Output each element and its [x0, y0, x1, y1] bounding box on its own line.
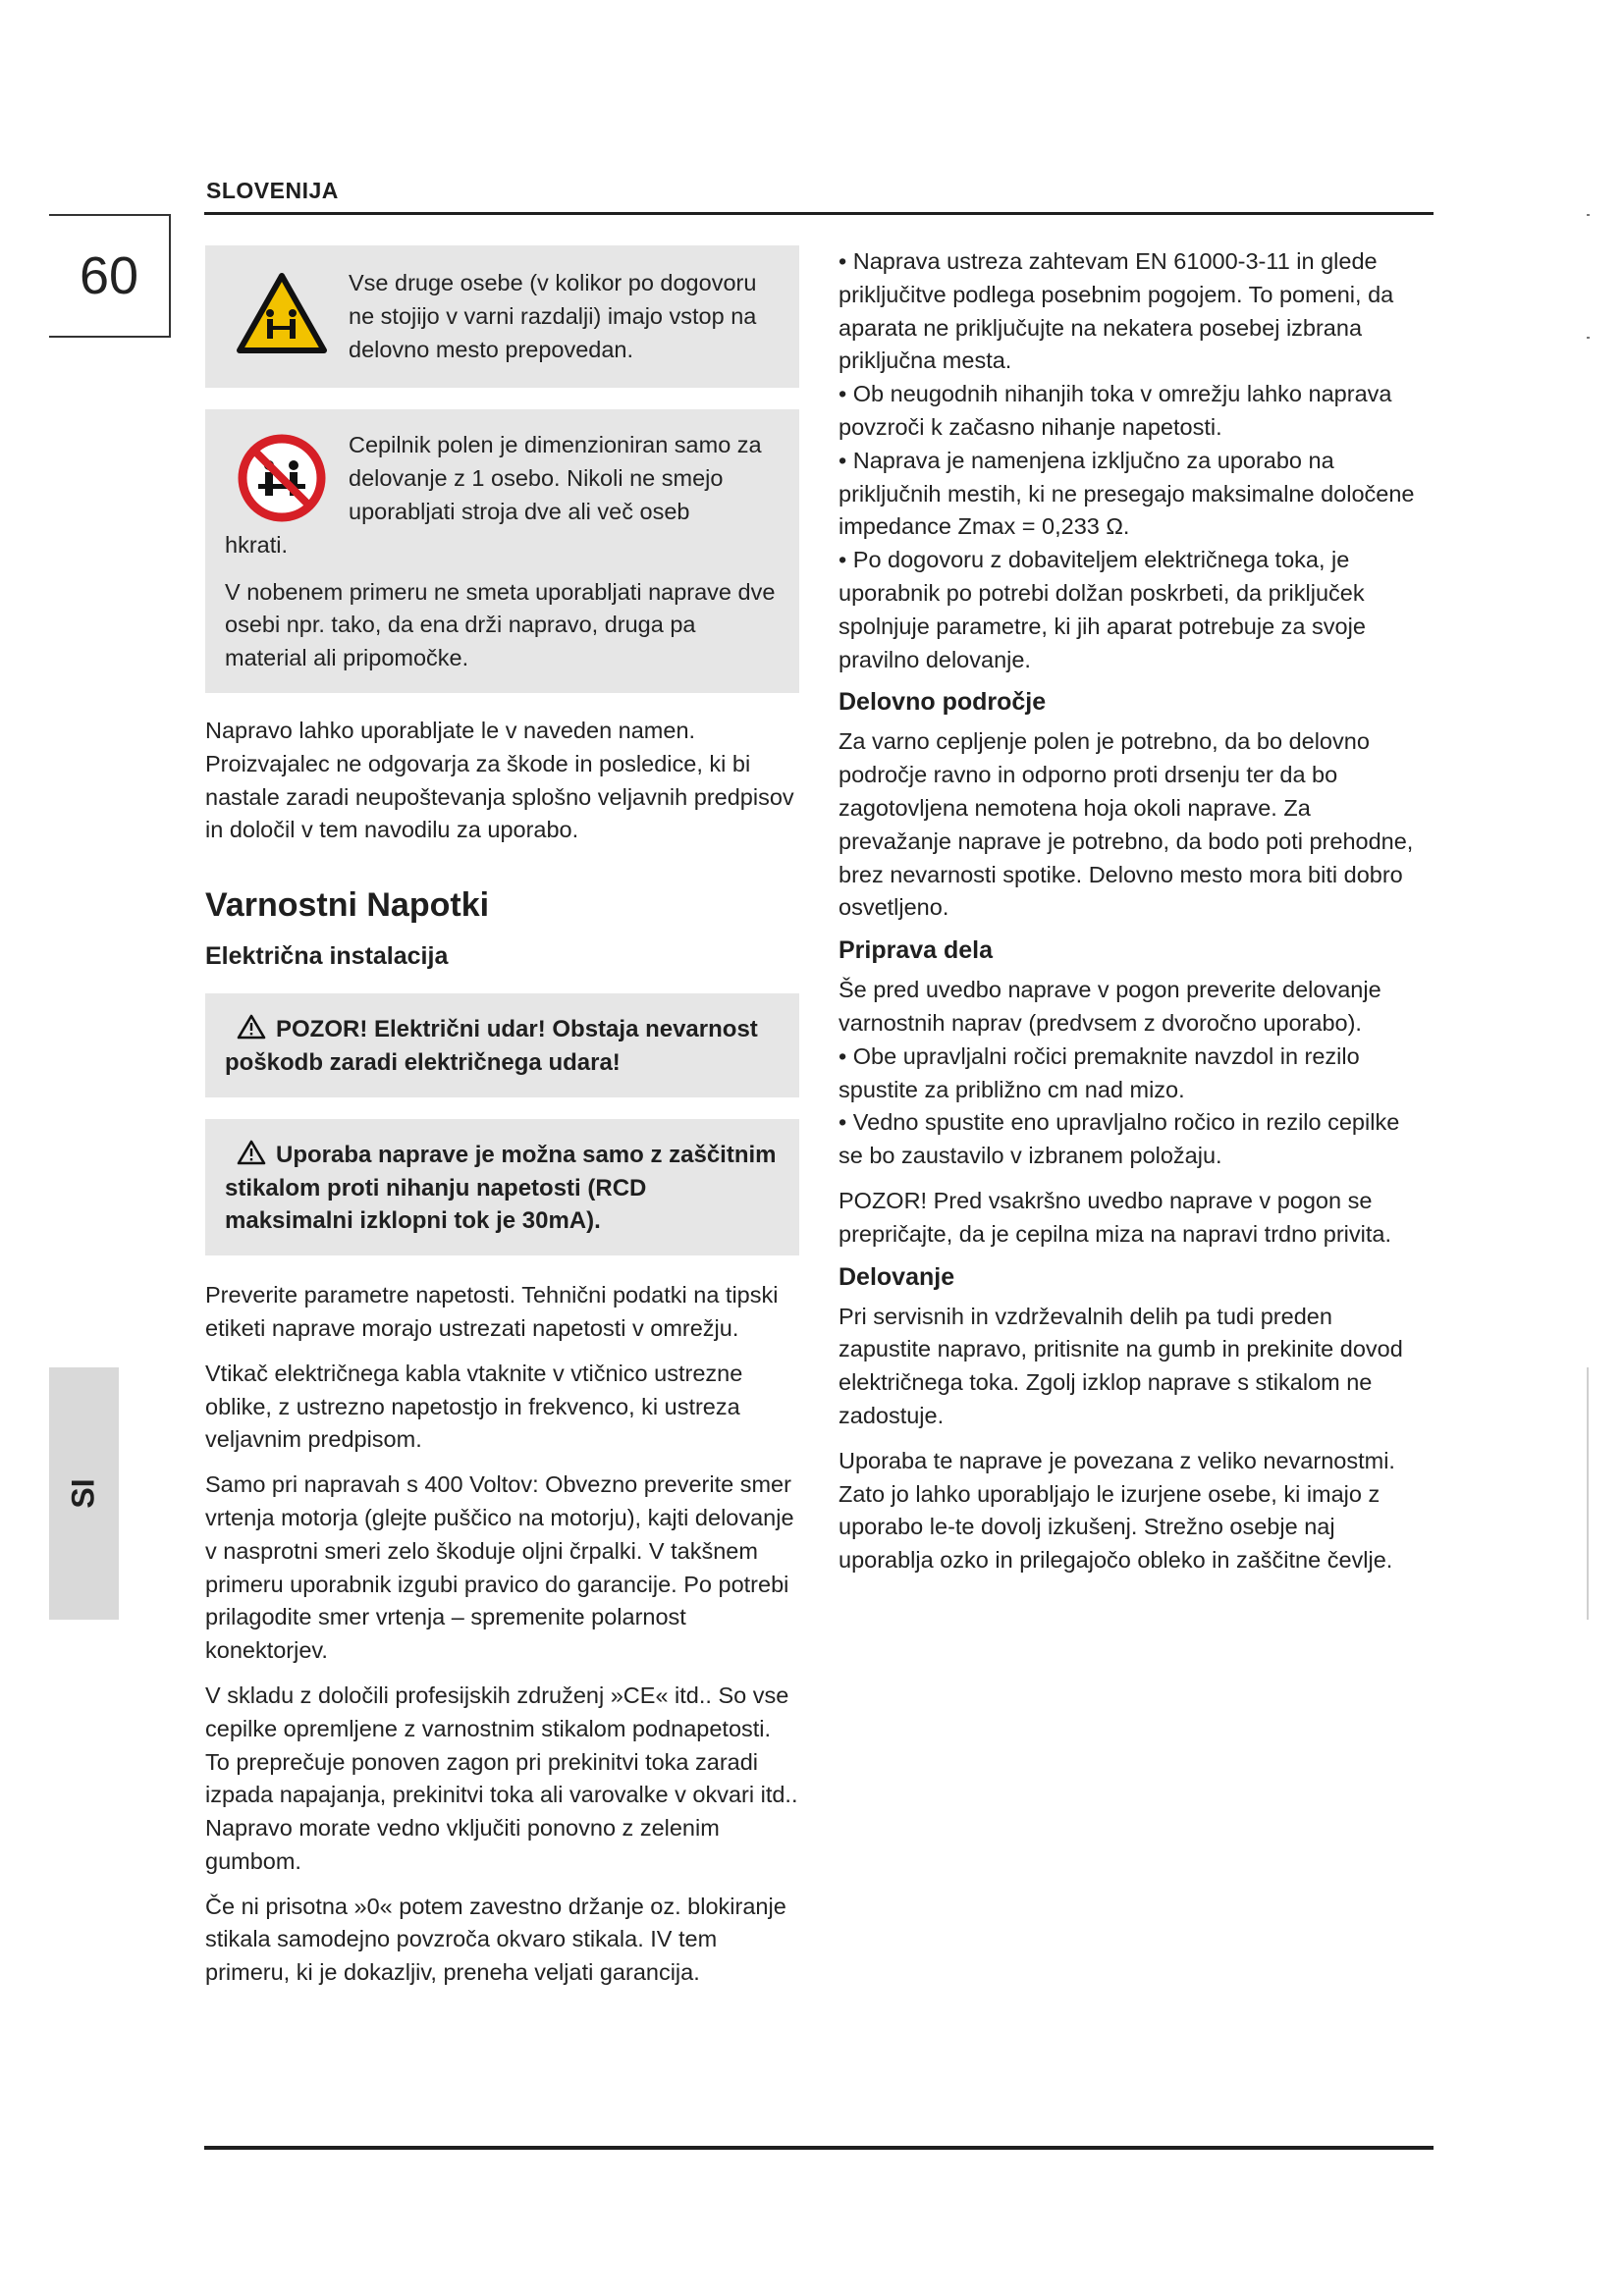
electrical-subheading: Električna instalacija	[205, 942, 449, 971]
notice-single-operator-text: Cepilnik polen je dimenzioniran samo za delovanje z 1 osebo. Nikoli ne smejo uporabljati stroja dve ali več oseb	[349, 432, 762, 524]
bullet-item: • Naprava je namenjena izključno za uporabo na priključnih mestih, ki ne presegajo maksimalne določene impedance Zmax = 0,233 Ω.	[839, 445, 1428, 544]
bullet-item: • Po dogovoru z dobaviteljem električnega toka, je uporabnik po potrebi dolžan poskrbeti, da priključek spolnjuje parametre, ki jih aparat potrebuje za svoje pravilno delovanje.	[839, 544, 1428, 676]
warning-triangle-icon	[237, 1014, 266, 1040]
crop-mark	[1587, 1367, 1589, 1620]
section-title: SLOVENIJA	[206, 178, 339, 203]
bullet-item: • Obe upravljalni ročici premaknite navzdol in rezilo spustite za približno cm nad mizo.	[839, 1041, 1428, 1107]
prohibition-two-persons-icon	[237, 433, 327, 523]
notice-bystanders	[205, 245, 799, 388]
warning-electric-shock-text: POZOR! Električni udar! Obstaja nevarnost poškodb zaradi električnega udara!	[225, 1016, 758, 1076]
footer-rule	[204, 2146, 1434, 2150]
warning-electric-shock	[205, 993, 799, 1097]
work-area-heading: Delovno področje	[839, 688, 1047, 717]
language-tab	[49, 1367, 119, 1620]
body-paragraph: Samo pri napravah s 400 Voltov: Obvezno preverite smer vrtenja motorja (glejte puščico na motorju), kajti delovanje v nasprotni smeri zelo škoduje oljni črpalki. V takšnem primeru uporabnik izgubi pravico do garancije. Po potrebi prilagodite smer vrtenja – spremenite polarnost konektorjev.	[205, 1471, 794, 1664]
operation-heading: Delovanje	[839, 1262, 955, 1291]
warning-rcd	[205, 1119, 799, 1255]
body-paragraph: Preverite parametre napetosti. Tehnični podatki na tipski etiketi naprave morajo ustrezati napetosti v omrežju.	[205, 1282, 779, 1341]
preparation-note: POZOR! Pred vsakršno uvedbo naprave v pogon se prepričajte, da je cepilna miza na napravi trdno privita.	[839, 1187, 1391, 1247]
bullet-item: • Naprava ustreza zahtevam EN 61000-3-11 in glede priključitve podlega posebnim pogojem. To pomeni, da aparata ne priključujte na nekatera posebej izbrana priključna mesta.	[839, 245, 1428, 378]
safety-heading: Varnostni Napotki	[205, 886, 490, 925]
body-paragraph: V skladu z določili profesijskih združenj »CE« itd.. So vse cepilke opremljene z varnostnim stikalom podnapetosti. To preprečuje ponoven zagon pri prekinitvi toka zaradi izpada napajanja, prekinitvi toka ali varovalke v okvari itd.. Napravo morate vedno vključiti ponovno z zelenim gumbom.	[205, 1682, 798, 1874]
warning-persons-icon	[237, 273, 327, 363]
preparation-heading: Priprava dela	[839, 936, 994, 965]
notice-two-persons-text: V nobenem primeru ne smeta uporabljati naprave dve osebi npr. tako, da ena drži napravo, druga pa material ali pripomočke.	[225, 578, 776, 671]
work-area-text: Za varno cepljenje polen je potrebno, da bo delovno področje ravno in odporno proti drsenju ter da bo zagotovljena nemotena hoja okoli naprave. Za prevažanje naprave je potrebno, da bodo poti prehodne, brez nevarnosti spotike. Delovno mesto mora biti dobro osvetljeno.	[839, 728, 1414, 921]
language-tab-label: SI	[65, 1478, 101, 1509]
intended-use-text: Napravo lahko uporabljate le v naveden namen. Proizvajalec ne odgovarja za škode in posledice, ki bi nastale zaradi neupoštevanja splošno veljavnih predpisov in določil v tem navodilu za uporabo.	[205, 717, 794, 843]
notice-bystanders-text: Vse druge osebe (v kolikor po dogovoru ne stojijo v varni razdalji) imajo vstop na delovno mesto prepovedan.	[349, 270, 757, 362]
preparation-text: Še pred uvedbo naprave v pogon preverite delovanje varnostnih naprav (predvsem z dvoročno uporabo).	[839, 977, 1381, 1036]
warning-triangle-icon	[237, 1140, 266, 1165]
header-rule	[204, 212, 1434, 215]
operation-text: Pri servisnih in vzdrževalnih delih pa tudi preden zapustite napravo, pritisnite na gumb in prekinite dovod električnega toka. Zgolj izklop naprave s stikalom ne zadostuje.	[839, 1303, 1403, 1428]
crop-mark	[1587, 337, 1590, 339]
warning-rcd-text: Uporaba naprave je možna samo z zaščitnim stikalom proti nihanju napetosti (RCD maksimalni izklopni tok je 30mA).	[225, 1141, 777, 1235]
crop-mark	[1587, 214, 1590, 216]
right-column	[839, 245, 1428, 1589]
left-column	[205, 245, 799, 2002]
operation-text: Uporaba te naprave je povezana z veliko nevarnostmi. Zato jo lahko uporabljajo le izurjene osebe, ki imajo z uporabo le-te dovolj izkušenj. Strežno osebje naj uporablja ozko in prilegajočo obleko in zaščitne čevlje.	[839, 1447, 1395, 1574]
bullet-item: • Vedno spustite eno upravljalno ročico in rezilo cepilke se bo zaustavilo v izbranem položaju.	[839, 1106, 1428, 1173]
bullet-item: • Ob neugodnih nihanjih toka v omrežju lahko naprava povzroči k začasno nihanje napetosti.	[839, 378, 1428, 445]
notice-single-operator-tail: hkrati.	[225, 531, 288, 558]
page-number: 60	[49, 214, 171, 338]
notice-single-operator	[205, 409, 799, 693]
body-paragraph: Če ni prisotna »0« potem zavestno držanje oz. blokiranje stikala samodejno povzroča okvaro stikala. IV tem primeru, ki je dokazljiv, preneha veljati garancija.	[205, 1893, 786, 1986]
body-paragraph: Vtikač električnega kabla vtaknite v vtičnico ustrezne oblike, z ustrezno napetostjo in frekvenco, ki ustreza veljavnim predpisom.	[205, 1360, 743, 1453]
